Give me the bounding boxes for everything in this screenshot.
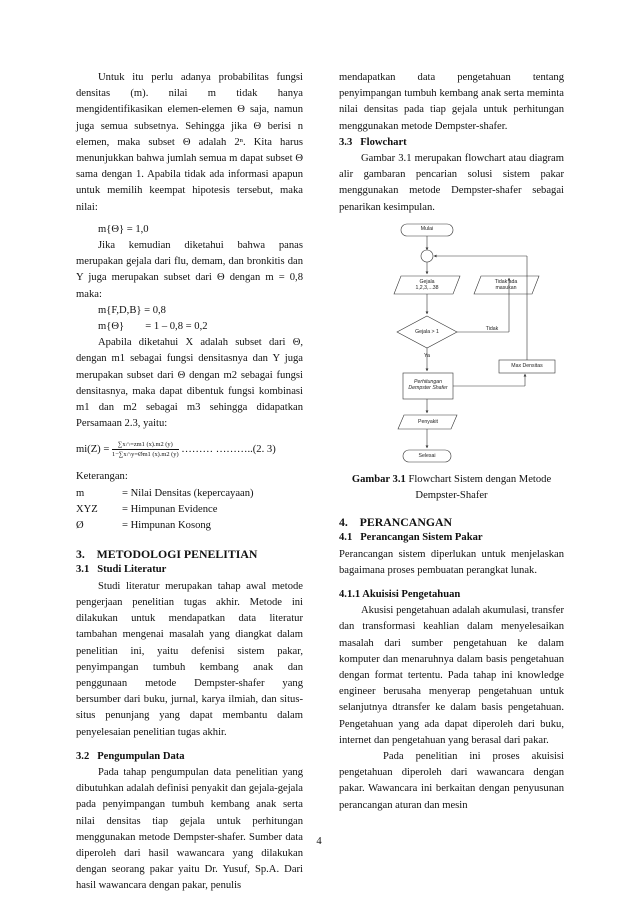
subsubsection-heading-akuisisi: 4.1.1 Akuisisi Pengetahuan (339, 589, 461, 601)
subsection-heading-flowchart: 3.3 Flowchart (339, 136, 407, 148)
keterangan-key: XYZ (76, 503, 98, 515)
flow-label-tidak-ada: Tidak ada masukan (494, 278, 518, 292)
keterangan-value: = Himpunan Kosong (122, 520, 211, 532)
page-number: 4 (316, 836, 322, 847)
subsection-heading-studi-literatur: 3.1 Studi Literatur (76, 564, 167, 576)
left-column (76, 70, 303, 895)
subsection-heading-perancangan-sistem: 4.1 Perancangan Sistem Pakar (339, 532, 483, 544)
formula-denominator: 1−∑x∩y=Øm1 (x).m2 (y) (112, 451, 179, 459)
keterangan-key: Ø (76, 520, 84, 532)
flow-label-perhitungan: Perhitungan Dempster Shafer (408, 378, 448, 392)
flowchart-figure (339, 222, 564, 516)
flow-label-tidak: Tidak (485, 325, 499, 332)
figure-caption-text: Flowchart Sistem dengan Metode Dempster-Shafer (405, 473, 552, 502)
equation-m-theta-2: m{Θ} = 1 – 0,8 = 0,2 (98, 321, 208, 333)
flow-label-selesai: Selesai (418, 452, 436, 459)
paragraph-akuisisi: Akusisi pengetahuan adalah akumulasi, transfer dan transformasi keahlian dalam menyelesaikan masalah dari sumber pengetahuan ke dalam komputer dan menaruhnya dalam basis pengetahuan dengan format tertentu. Pada tahap ini knowledge engineer berusaha menyerap pengetahuan untuk selanjutnya dtransfer ke dalam basis pengetahuan. Pengetahuan yang ada dapat diperoleh dari buku, internet dan pengetahuan yang berasal dari pakar. (339, 605, 564, 746)
formula-fraction (112, 440, 179, 459)
flow-label-gejala-input: Gejala 1,2,3,...38 (415, 278, 439, 292)
flow-label-penyakit: Penyakit (418, 418, 438, 425)
formula-numerator: ∑x∩=zm1 (x).m2 (y) (112, 440, 179, 450)
flow-label-max-densitas: Max Densitas (511, 363, 543, 370)
formula-2-3 (76, 440, 303, 459)
equation-m-fdb: m{F,D,B} = 0,8 (98, 304, 166, 316)
section-heading-perancangan: 4. PERANCANGAN (339, 515, 453, 530)
flow-label-mulai: Mulai (420, 226, 434, 233)
paragraph-flowchart: Gambar 3.1 merupakan flowchart atau diagram alir gambaran pencarian solusi sistem pakar menggunakan metode Dempster-shafer sebagai penarikan kesimpulan. (339, 153, 564, 213)
paragraph-perancangan-sistem: Perancangan sistem diperlukan untuk menjelaskan bagaimana proses pembuatan perangkat lunak. (339, 548, 564, 576)
paragraph-probabilitas: Untuk itu perlu adanya probabilitas fungsi densitas (m). nilai m tidak hanya mengidentifikasikan elemen-elemen Θ saja, namun juga semua subsetnya. Sehingga jika Θ berisi n elemen, maka subset Θ adalah 2ⁿ. Kita harus menunjukkan bahwa jumlah semua m dapat subset Θ sama dengan 1. Apabila tidak ada informasi apapun untuk memilih keempat hipotesis tersebut, maka nilai: (76, 72, 303, 213)
keterangan-row (76, 518, 303, 534)
flow-label-gejala-cond: Gejala > 1 (415, 328, 439, 335)
formula-number: ……… ………..(2. 3) (181, 444, 276, 456)
right-column (339, 70, 564, 814)
flow-label-ya: Ya (424, 352, 430, 359)
keterangan-row (76, 486, 303, 502)
paragraph-mendapatkan: mendapatkan data pengetahuan tentang penyimpangan tumbuh kembang anak serta meminta nilai densitas pada tiap gejala untuk perhitungan menggunakan metode Dempster-shafer. (339, 72, 564, 132)
equation-m-theta: m{Θ} = 1,0 (98, 223, 149, 235)
paragraph-kombinasi: Apabila diketahui X adalah subset dari Θ, dengan m1 sebagai fungsi densitasnya dan Y juga merupakan subset dari Θ dengan m2 sebagai fungsi densitasnya, maka dapat dibentuk fungsi kombinasi m1 dan m2 sebagai m3 sehingga didapatkan Persamaan 2.3, yaitu: (76, 337, 303, 430)
keterangan-value: = Nilai Densitas (kepercayaan) (122, 487, 254, 499)
subsection-heading-pengumpulan-data: 3.2 Pengumpulan Data (76, 750, 185, 762)
paragraph-panas: Jika kemudian diketahui bahwa panas merupakan gejala dari flu, demam, dan bronkitis dan Y juga merupakan subset dari Θ dengan m = 0,8 maka: (76, 240, 303, 300)
keterangan-row (76, 502, 303, 518)
figure-caption-label: Gambar 3.1 (351, 473, 406, 485)
formula-lhs: mi(Z) = (76, 444, 110, 456)
paragraph-studi-literatur: Studi literatur merupakan tahap awal metode pengerjaan penelitian tugas akhir. Metode ini dilakukan untuk mendapatkan data literatur tambahan mengenai masalah yang diangkat dalam penelitian ini, yaitu defenisi sistem pakar, penyimpangan tumbuh kembang anak dan penggunaan metode Dempster-shafer yang bersumber dari buku, jurnal, karya ilmiah, dan situs-situs penunjang yang dapat membantu dalam penyelesaian penelitian tugas akhir. (76, 580, 303, 738)
keterangan-value: = Himpunan Evidence (122, 503, 218, 515)
paragraph-pengumpulan-data: Pada tahap pengumpulan data penelitian yang dibutuhkan adalah definisi penyakit dan gejala-gejala pada penyimpangan tumbuh kembang anak serta nilai densitas tiap gejala untuk perhitungan menggunakan metode Dempster-shafer. Sumber data diperoleh dari hasil wawancara yang dilakukan dengan seorang pakar yaitu Dr. Yusuf, Sp.A. Dari hasil wawancara dengan pakar, penulis (76, 766, 303, 892)
section-heading-metodologi: 3. METODOLOGI PENELITIAN (76, 547, 258, 562)
keterangan-title: Keterangan: (76, 471, 128, 483)
paragraph-penelitian: Pada penelitian ini proses akuisisi pengetahuan diperoleh dari wawancara dengan pakar. Wawancara ini berkaitan dengan penyusunan perancangan aturan dan mesin (339, 751, 564, 811)
connector-node (421, 250, 433, 262)
keterangan-key: m (76, 487, 85, 499)
